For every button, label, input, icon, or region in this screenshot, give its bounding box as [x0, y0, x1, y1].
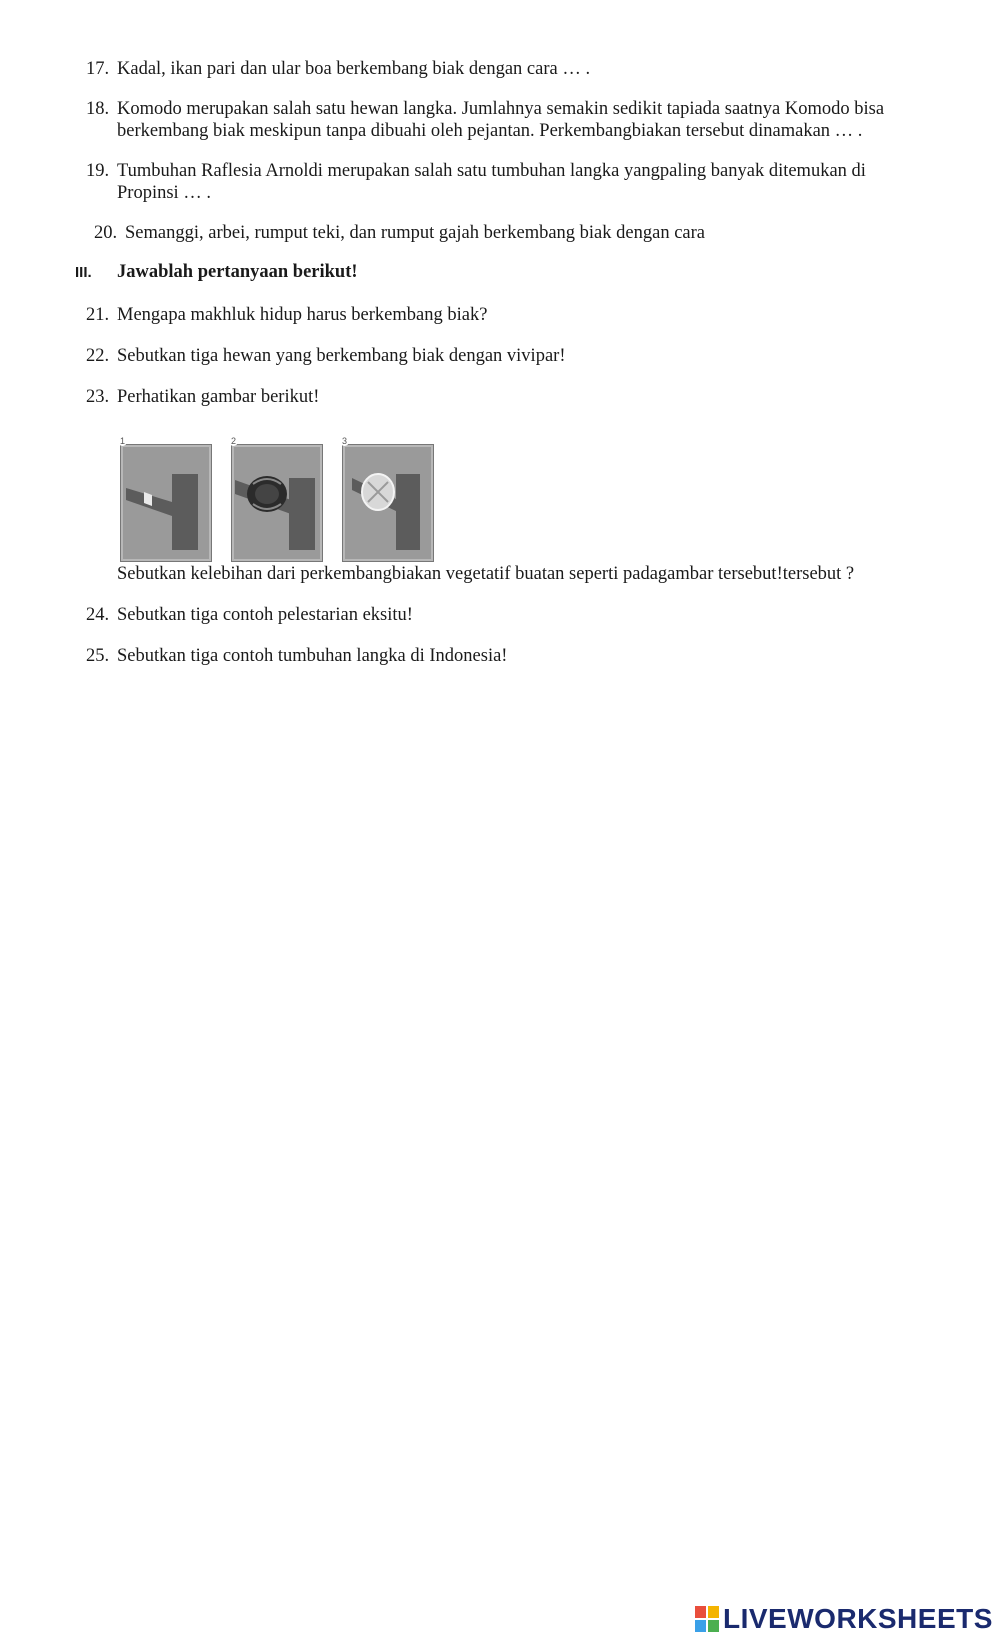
- question-text: Mengapa makhluk hidup harus berkembang biak?: [117, 305, 488, 325]
- question-text: Sebutkan tiga hewan yang berkembang biak dengan vivipar!: [117, 346, 566, 366]
- figure-panel-1: [120, 438, 212, 562]
- question-number: 17.: [86, 59, 110, 79]
- question-number: 19.: [86, 161, 110, 181]
- logo-square: [695, 1606, 706, 1618]
- question-text-line2: berkembang biak meskipun tanpa dibuahi oleh pejantan. Perkembangbiakan tersebut dinamakan … .: [117, 121, 863, 141]
- grafting-figure: [120, 438, 440, 566]
- figure-panel-3: [342, 438, 434, 562]
- question-23-followup: Sebutkan kelebihan dari perkembangbiakan vegetatif buatan seperti padagambar tersebut!tersebut ?: [117, 564, 855, 584]
- panel-label: 2: [231, 436, 237, 446]
- question-text: Sebutkan tiga contoh pelestarian eksitu!: [117, 605, 413, 625]
- logo-grid-icon: [695, 1606, 719, 1632]
- question-number: 18.: [86, 99, 110, 119]
- question-number: 20.: [94, 223, 118, 243]
- logo-square: [708, 1620, 719, 1632]
- question-18: [86, 98, 926, 142]
- question-22: [86, 345, 926, 367]
- graft-cut-illustration: [120, 444, 210, 560]
- question-text: Kadal, ikan pari dan ular boa berkembang biak dengan cara … .: [117, 59, 591, 79]
- section-number: III.: [75, 264, 92, 281]
- section-title: Jawablah pertanyaan berikut!: [117, 262, 358, 282]
- graft-wrap-illustration: [231, 444, 321, 560]
- logo-text: LIVEWORKSHEETS: [723, 1603, 993, 1634]
- question-number: 24.: [86, 605, 110, 625]
- figure-panel-2: [231, 438, 323, 562]
- question-text: Semanggi, arbei, rumput teki, dan rumput gajah berkembang biak dengan cara: [125, 223, 705, 243]
- graft-bag-illustration: [342, 444, 432, 560]
- question-text-line1: Komodo merupakan salah satu hewan langka. Jumlahnya semakin sedikit tapiada saatnya Komodo bisa: [117, 99, 885, 119]
- question-number: 22.: [86, 346, 110, 366]
- question-20: [94, 222, 934, 244]
- question-21: [86, 304, 926, 326]
- question-24: [86, 604, 926, 626]
- panel-label: 1: [120, 436, 126, 446]
- question-text-line1: Tumbuhan Raflesia Arnoldi merupakan salah satu tumbuhan langka yangpaling banyak ditemukan di: [117, 161, 866, 181]
- question-text: Sebutkan tiga contoh tumbuhan langka di Indonesia!: [117, 646, 508, 666]
- question-17: [86, 58, 926, 80]
- question-text: Perhatikan gambar berikut!: [117, 387, 320, 407]
- question-number: 21.: [86, 305, 110, 325]
- logo-square: [708, 1606, 719, 1618]
- question-23: [86, 386, 926, 408]
- liveworksheets-logo[interactable]: [695, 1603, 993, 1635]
- question-number: 25.: [86, 646, 110, 666]
- logo-square: [695, 1620, 706, 1632]
- question-19: [86, 160, 926, 204]
- question-25: [86, 645, 926, 667]
- panel-label: 3: [342, 436, 348, 446]
- question-number: 23.: [86, 387, 110, 407]
- question-text-line2: Propinsi … .: [117, 183, 212, 203]
